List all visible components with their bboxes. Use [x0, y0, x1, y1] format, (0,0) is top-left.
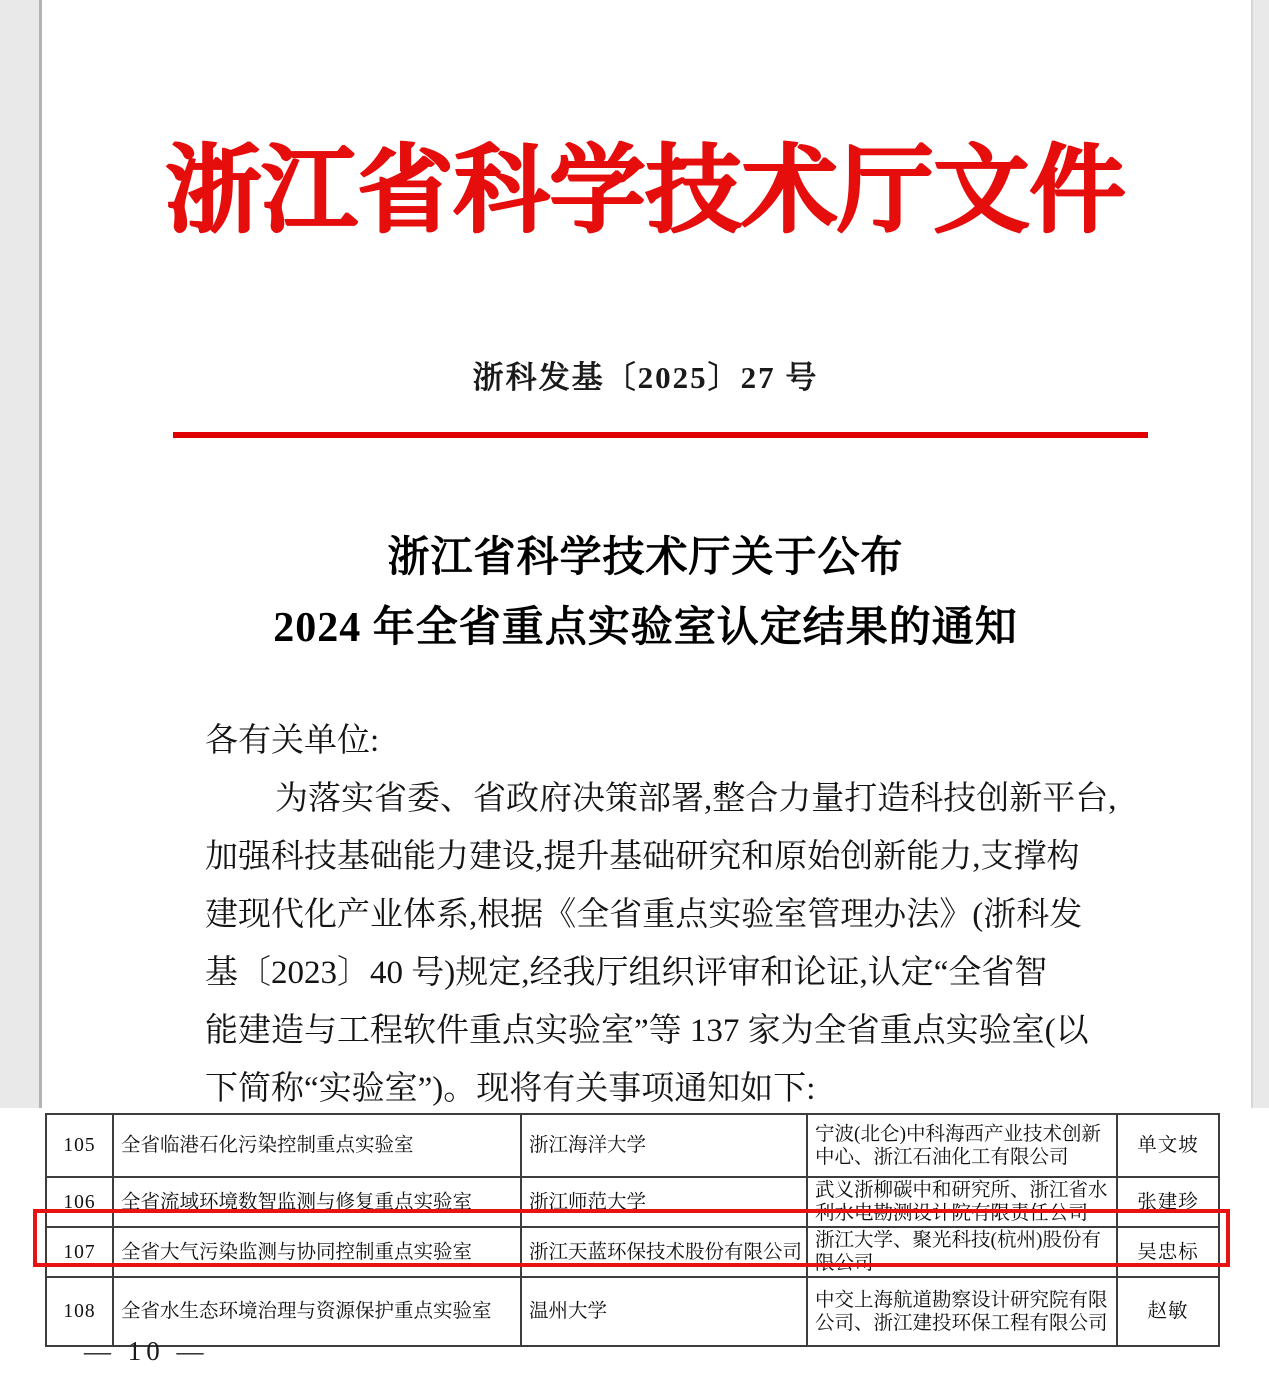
- page-edge-right: [1251, 0, 1269, 1108]
- paragraph-line: 加强科技基础能力建设,提升基础研究和原始创新能力,支撑构: [205, 839, 1080, 875]
- host-org-cell: 浙江师范大学: [521, 1177, 807, 1227]
- doc-number: 浙科发基〔2025〕27 号: [472, 360, 819, 395]
- host-org-cell: 浙江天蓝环保技术股份有限公司: [521, 1227, 807, 1277]
- document-title: 浙江省科学技术厅文件: [165, 137, 1126, 244]
- lab-name-cell: 全省大气污染监测与协同控制重点实验室: [113, 1227, 521, 1277]
- director-cell: 张建珍: [1117, 1177, 1219, 1227]
- host-org-cell: 温州大学: [521, 1277, 807, 1346]
- director-cell: 单文坡: [1117, 1114, 1219, 1177]
- paragraph-line: 基〔2023〕40 号)规定,经我厅组织评审和论证,认定“全省智: [205, 955, 1048, 991]
- lab-name-cell: 全省水生态环境治理与资源保护重点实验室: [113, 1277, 521, 1346]
- row-number-cell: 106: [46, 1177, 113, 1227]
- lab-results-table: [45, 1113, 1220, 1347]
- host-org-cell: 浙江海洋大学: [521, 1114, 807, 1177]
- paragraph-line: 为落实省委、省政府决策部署,整合力量打造科技创新平台,: [275, 781, 1117, 817]
- paragraph-line: 建现代化产业体系,根据《全省重点实验室管理办法》(浙科发: [205, 897, 1083, 933]
- director-cell: 赵敏: [1117, 1277, 1219, 1346]
- row-number-cell: 107: [46, 1227, 113, 1277]
- notice-title-line2: 2024 年全省重点实验室认定结果的通知: [273, 605, 1018, 651]
- lab-name-cell: 全省流域环境数智监测与修复重点实验室: [113, 1177, 521, 1227]
- partner-orgs-cell: 宁波(北仑)中科海西产业技术创新中心、浙江石油化工有限公司: [807, 1114, 1117, 1177]
- table-row-highlighted: [46, 1227, 1219, 1277]
- paragraph-line: 下简称“实验室”)。现将有关事项通知如下:: [205, 1071, 816, 1107]
- table-row: [46, 1277, 1219, 1346]
- notice-title-line1: 浙江省科学技术厅关于公布: [387, 535, 904, 581]
- lab-name-cell: 全省临港石化污染控制重点实验室: [113, 1114, 521, 1177]
- salutation: 各有关单位:: [205, 723, 380, 759]
- row-number-cell: 105: [46, 1114, 113, 1177]
- partner-orgs-cell: 中交上海航道勘察设计研究院有限公司、浙江建投环保工程有限公司: [807, 1277, 1117, 1346]
- partner-orgs-cell: 浙江大学、聚光科技(杭州)股份有限公司: [807, 1227, 1117, 1277]
- table-row: [46, 1177, 1219, 1227]
- row-number-cell: 108: [46, 1277, 113, 1346]
- page-edge-left: [0, 0, 42, 1108]
- partner-orgs-cell: 武义浙柳碳中和研究所、浙江省水利水电勘测设计院有限责任公司: [807, 1177, 1117, 1227]
- body-text: [205, 712, 1125, 1118]
- table-row: [46, 1114, 1219, 1177]
- page-number: — 10 —: [84, 1336, 209, 1366]
- director-cell: 吴忠标: [1117, 1227, 1219, 1277]
- paragraph-line: 能建造与工程软件重点实验室”等 137 家为全省重点实验室(以: [205, 1013, 1089, 1049]
- red-divider-line: [173, 432, 1148, 438]
